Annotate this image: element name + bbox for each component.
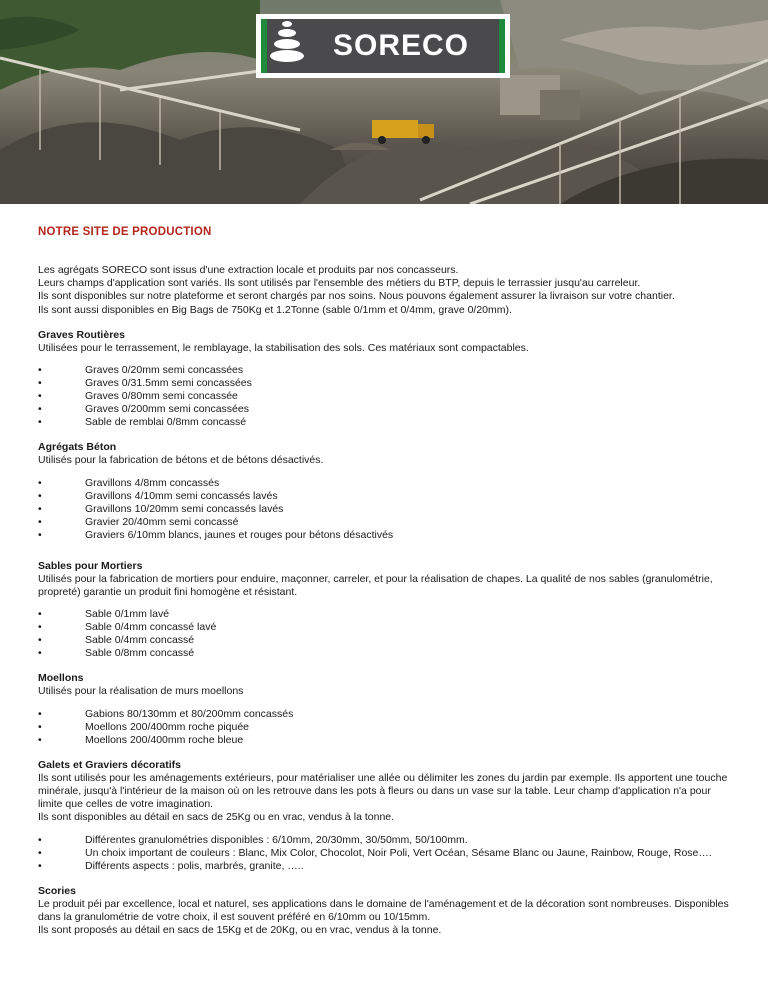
section-description	[38, 573, 730, 599]
section-scories	[38, 885, 730, 938]
product-list	[38, 708, 730, 747]
list-item: • Gravillons 4/8mm concassés	[38, 477, 730, 490]
list-item: • Graves 0/200mm semi concassées	[38, 403, 730, 416]
list-item: • Gravillons 10/20mm semi concassés lavés	[38, 503, 730, 516]
intro-line: Ils sont disponibles sur notre plateforme et seront chargés par nos soins. Nous pouvons également assurer la livraison sur votre chantier.	[38, 290, 675, 303]
soreco-logo	[256, 14, 510, 78]
description-line: Utilisés pour la fabrication de bétons et de bétons désactivés.	[38, 454, 324, 467]
list-item: • Graves 0/31.5mm semi concassées	[38, 377, 730, 390]
content	[0, 226, 768, 937]
list-item: • Différents aspects : polis, marbrés, granite, …..	[38, 860, 730, 873]
description-line: Ils sont proposés au détail en sacs de 15Kg et de 20Kg, ou en vrac, vendus à la tonne.	[38, 924, 442, 937]
list-item: • Moellons 200/400mm roche bleue	[38, 734, 730, 747]
description-line: Utilisés pour la fabrication de mortiers pour enduire, maçonner, carreler, et pour la réalisation de chapes. La qualité de nos sables (granulométrie, propreté) garantie un produit fini homogène et résistant.	[38, 572, 713, 599]
list-item: • Sable 0/4mm concassé lavé	[38, 621, 730, 634]
section-description	[38, 898, 730, 938]
description-line: Ils sont disponibles au détail en sacs de 25Kg ou en vrac, vendus à la tonne.	[38, 811, 395, 824]
list-item: • Graves 0/20mm semi concassées	[38, 364, 730, 377]
description-line: Utilisées pour le terrassement, le remblayage, la stabilisation des sols. Ces matériaux sont compactables.	[38, 342, 529, 355]
section-galets-graviers	[38, 759, 730, 873]
description-line: Ils sont utilisés pour les aménagements extérieurs, pour matérialiser une allée ou délimiter les zones du jardin par exemple. Ils apportent une touche minérale, jusqu'à l'intérieur de la maison où on les retrouve dans les pots à fleurs ou dans un vase sur la table. Leur champ d'application n'a pour limite que celles de votre imagination.	[38, 771, 728, 811]
intro-paragraph	[38, 264, 730, 317]
product-list	[38, 477, 730, 542]
section-title: Sables pour Mortiers	[38, 559, 143, 572]
section-moellons	[38, 672, 730, 746]
section-title: Agrégats Béton	[38, 441, 117, 454]
intro-line: Leurs champs d'application sont variés. Ils sont utilisés par l'ensemble des métiers du BTP, depuis le terrassier jusqu'au carreleur.	[38, 277, 641, 290]
list-item: • Sable de remblai 0/8mm concassé	[38, 416, 730, 429]
product-list	[38, 608, 730, 660]
list-item: • Graves 0/80mm semi concassée	[38, 390, 730, 403]
section-description	[38, 454, 730, 467]
section-agregats-beton	[38, 441, 730, 541]
list-item: • Différentes granulométries disponibles : 6/10mm, 20/30mm, 30/50mm, 50/100mm.	[38, 834, 730, 847]
list-item: • Sable 0/8mm concassé	[38, 647, 730, 660]
section-sables-mortiers	[38, 560, 730, 661]
list-item: • Un choix important de couleurs : Blanc, Mix Color, Chocolot, Noir Poli, Vert Océan, Sésame Blanc ou Jaune, Rainbow, Rouge, Rose….	[38, 847, 730, 860]
section-title: Graves Routières	[38, 328, 125, 341]
section-description	[38, 772, 730, 825]
product-list	[38, 834, 730, 873]
list-item: • Sable 0/4mm concassé	[38, 634, 730, 647]
list-item: • Gravier 20/40mm semi concassé	[38, 516, 730, 529]
intro-line: Ils sont aussi disponibles en Big Bags de 750Kg et 1.2Tonne (sable 0/1mm et 0/4mm, grave 0/20mm).	[38, 303, 512, 316]
page-title: NOTRE SITE DE PRODUCTION	[38, 226, 212, 238]
section-title: Galets et Graviers décoratifs	[38, 758, 181, 771]
list-item: • Graviers 6/10mm blancs, jaunes et rouges pour bétons désactivés	[38, 529, 730, 542]
hero-photo-quarry	[0, 0, 768, 204]
section-title: Moellons	[38, 672, 84, 685]
intro-line: Les agrégats SORECO sont issus d'une extraction locale et produits par nos concasseurs.	[38, 264, 459, 276]
list-item: • Moellons 200/400mm roche piquée	[38, 721, 730, 734]
section-description	[38, 342, 730, 355]
section-description	[38, 685, 730, 698]
section-title: Scories	[38, 884, 76, 897]
section-graves-routieres	[38, 329, 730, 429]
brand-name: SORECO	[333, 29, 470, 62]
list-item: • Gabions 80/130mm et 80/200mm concassés	[38, 708, 730, 721]
description-line: Utilisés pour la réalisation de murs moellons	[38, 685, 244, 698]
list-item: • Sable 0/1mm lavé	[38, 608, 730, 621]
description-line: Le produit péi par excellence, local et naturel, ses applications dans le domaine de l'aménagement et de la décoration sont nombreuses. Disponibles dans la granulométrie de votre choix, il est souvent préféré en 6/10mm ou 10/15mm.	[38, 897, 729, 924]
stacked-stones-icon	[267, 19, 307, 63]
list-item: • Gravillons 4/10mm semi concassés lavés	[38, 490, 730, 503]
product-list	[38, 364, 730, 429]
